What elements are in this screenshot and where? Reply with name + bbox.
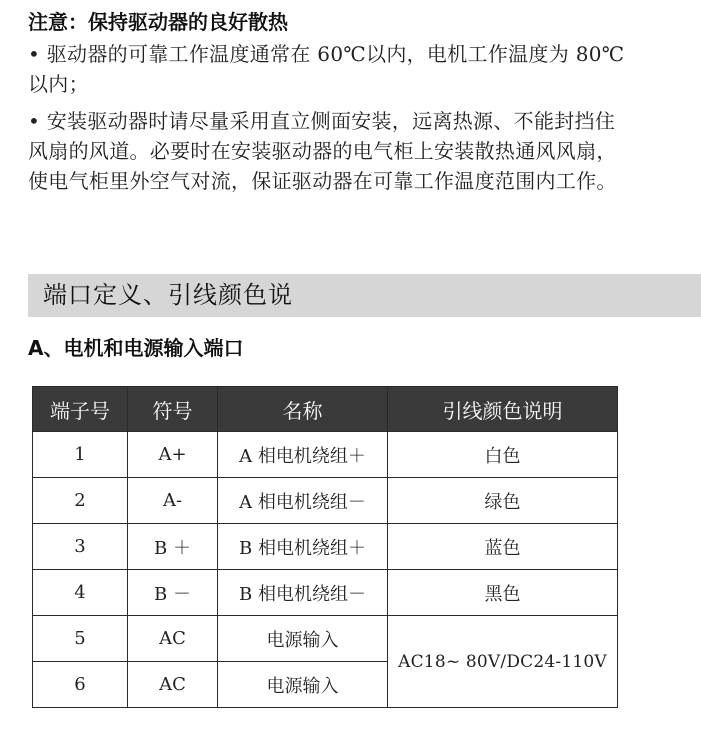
cell-terminal: 2: [33, 478, 128, 524]
section-title: 端口定义、引线颜色说: [43, 281, 293, 309]
cell-symbol: AC: [128, 662, 218, 708]
header-wire-color: 引线颜色说明: [388, 387, 618, 432]
cell-name: 电源输入: [218, 616, 388, 662]
table-row: [33, 524, 618, 570]
cell-wire-color: 蓝色: [388, 524, 618, 570]
table-row: [33, 432, 618, 478]
cell-terminal: 5: [33, 616, 128, 662]
cell-wire-color: 黑色: [388, 570, 618, 616]
cell-wire-color: 绿色: [388, 478, 618, 524]
cell-name: A 相电机绕组＋: [218, 432, 388, 478]
cell-terminal: 6: [33, 662, 128, 708]
cell-symbol: A+: [128, 432, 218, 478]
cell-symbol: A-: [128, 478, 218, 524]
cell-terminal: 1: [33, 432, 128, 478]
notice-paragraph-temperature: • 驱动器的可靠工作温度通常在 60℃以内，电机工作温度为 80℃以内；: [28, 42, 625, 96]
cell-name: B 相电机绕组－: [218, 570, 388, 616]
cell-name: 电源输入: [218, 662, 388, 708]
section-header-bar: [28, 274, 701, 317]
cell-terminal: 3: [33, 524, 128, 570]
notice-heading: 注意：保持驱动器的良好散热: [28, 10, 288, 34]
cell-name: B 相电机绕组＋: [218, 524, 388, 570]
cell-symbol: B ＋: [128, 524, 218, 570]
notice-paragraph-installation: • 安装驱动器时请尽量采用直立侧面安装，远离热源、不能封挡住风扇的风道。必要时在安装驱动器的电气柜上安装散热通风风扇，使电气柜里外空气对流，保证驱动器在可靠工作温度范围内工作。: [28, 109, 617, 193]
cell-symbol: B －: [128, 570, 218, 616]
table-header-row: [33, 387, 618, 432]
cell-power-spec: AC18~ 80V/DC24-110V: [388, 616, 618, 708]
cell-symbol: AC: [128, 616, 218, 662]
table-row: [33, 478, 618, 524]
cell-terminal: 4: [33, 570, 128, 616]
port-definition-table: [32, 386, 618, 708]
table-row: [33, 616, 618, 662]
subsection-title: A、电机和电源输入端口: [28, 336, 244, 360]
table-row: [33, 570, 618, 616]
cell-wire-color: 白色: [388, 432, 618, 478]
header-terminal: 端子号: [33, 387, 128, 432]
cell-name: A 相电机绕组－: [218, 478, 388, 524]
header-symbol: 符号: [128, 387, 218, 432]
header-name: 名称: [218, 387, 388, 432]
